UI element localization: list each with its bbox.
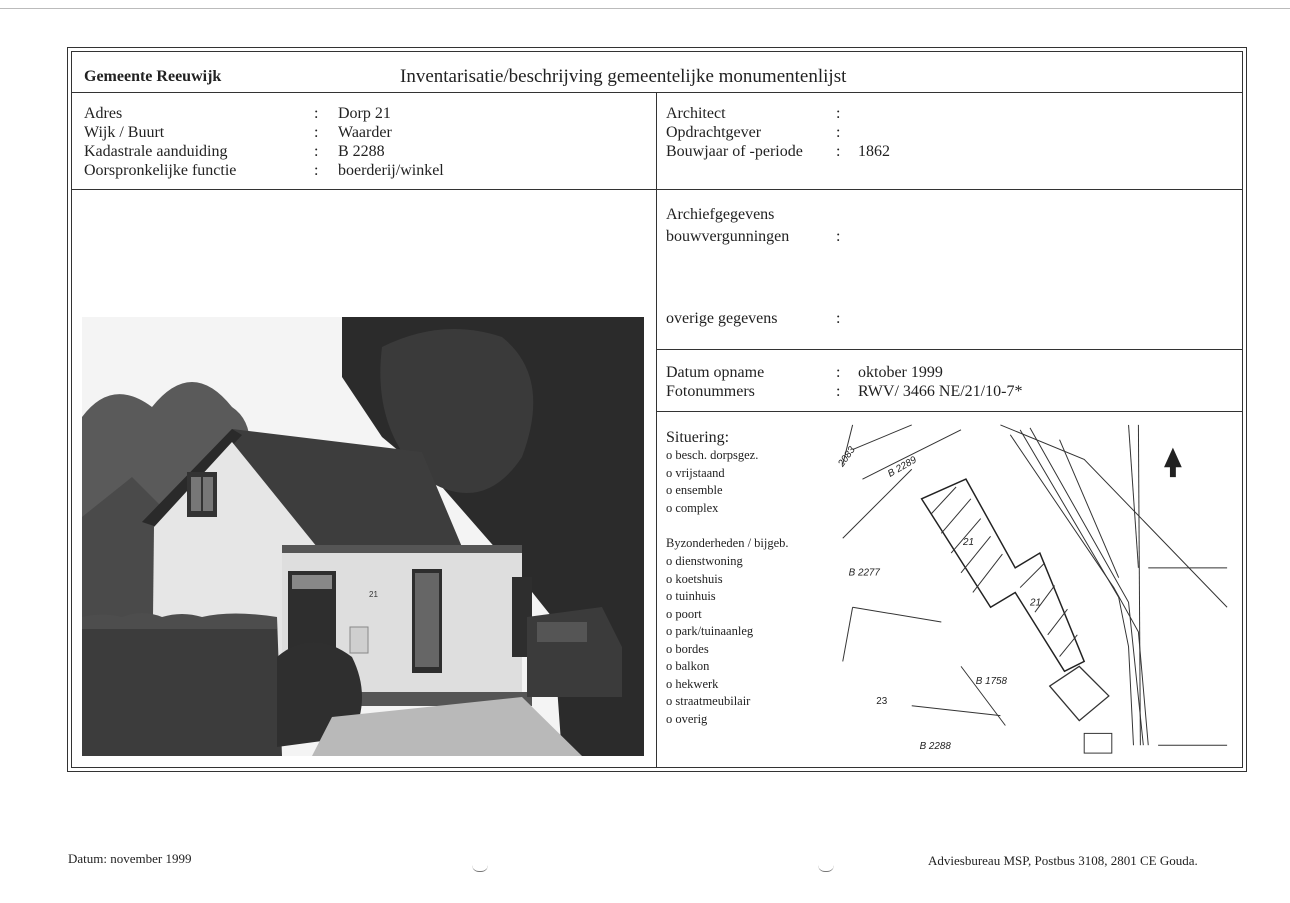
particular-option: o balkon <box>666 659 710 673</box>
architect-row <box>666 104 890 123</box>
field-value: boerderij/winkel <box>338 162 444 179</box>
field-value: 1862 <box>858 143 890 160</box>
field-label: Architect <box>666 105 726 122</box>
map-label-23: 23 <box>876 695 888 707</box>
archive-divider <box>656 349 1242 350</box>
field-colon: : <box>836 383 841 400</box>
page-top-rule <box>0 8 1290 9</box>
field-colon: : <box>314 105 319 122</box>
situation-option: o besch. dorpsgez. <box>666 448 759 462</box>
field-label: Adres <box>84 105 123 122</box>
scan-mark <box>472 865 488 872</box>
particular-option: o park/tuinaanleg <box>666 624 754 638</box>
map-label-b1758: B 1758 <box>975 676 1008 688</box>
field-label: Kadastrale aanduiding <box>84 143 228 160</box>
field-label: Opdrachtgever <box>666 124 762 141</box>
map-label-21b: 21 <box>1030 597 1041 609</box>
map-label-2083: 2083 <box>836 444 858 470</box>
particulars-heading: Byzonderheden / bijgeb. <box>666 536 789 550</box>
particular-option: o tuinhuis <box>666 589 716 603</box>
architect-block <box>666 104 890 161</box>
field-value: RWV/ 3466 NE/21/10-7* <box>858 383 1023 400</box>
survey-block <box>666 363 1022 401</box>
other-data-row <box>666 309 858 328</box>
situation-heading: Situering: <box>666 429 730 446</box>
build-year-row <box>666 142 890 161</box>
situation-option: o complex <box>666 500 719 515</box>
footer-date: Datum: november 1999 <box>68 851 192 866</box>
situation-list <box>666 447 758 517</box>
survey-divider <box>656 411 1242 412</box>
particular-option: o straatmeubilair <box>666 694 751 708</box>
field-label: Datum opname <box>666 364 765 381</box>
column-divider <box>656 92 657 767</box>
field-colon: : <box>836 228 841 245</box>
form-title: Inventarisatie/beschrijving gemeentelijke monumentenlijst <box>400 66 847 87</box>
address-block <box>84 104 444 180</box>
district-row <box>84 123 444 142</box>
map-label-b2289: B 2289 <box>886 454 919 480</box>
particular-option: o dienstwoning <box>666 554 743 568</box>
client-row <box>666 123 890 142</box>
field-colon: : <box>836 310 841 327</box>
particular-option: o hekwerk <box>666 676 719 691</box>
cadastral-row <box>84 142 444 161</box>
map-label-b2277: B 2277 <box>848 567 880 579</box>
field-label: overige gegevens <box>666 310 778 327</box>
municipality-label: Gemeente Reeuwijk <box>84 68 222 85</box>
original-function-row <box>84 161 444 180</box>
info-divider <box>72 189 1242 190</box>
situation-option: o ensemble <box>666 483 723 497</box>
house-photo <box>82 317 644 756</box>
scan-mark <box>818 865 834 872</box>
situation-option: o vrijstaand <box>666 465 725 480</box>
field-label: Bouwjaar of -periode <box>666 143 803 160</box>
field-colon: : <box>836 364 841 381</box>
particular-option: o bordes <box>666 641 709 656</box>
survey-date-row <box>666 363 1022 382</box>
situation-map <box>830 420 1230 760</box>
field-label: Oorspronkelijke functie <box>84 162 237 179</box>
particular-option: o koetshuis <box>666 571 723 586</box>
field-label: Fotonummers <box>666 383 755 400</box>
field-colon: : <box>314 162 319 179</box>
field-label: bouwvergunningen <box>666 228 790 245</box>
footer-firm: Adviesbureau MSP, Postbus 3108, 2801 CE Gouda. <box>928 853 1198 868</box>
field-colon: : <box>836 105 841 122</box>
field-value: Waarder <box>338 124 392 141</box>
particular-option: o overig <box>666 711 708 726</box>
field-colon: : <box>836 124 841 141</box>
field-colon: : <box>314 124 319 141</box>
map-label-21a: 21 <box>962 537 974 549</box>
map-label-b2288: B 2288 <box>919 741 951 753</box>
address-row <box>84 104 444 123</box>
particular-option: o poort <box>666 606 702 621</box>
field-value: Dorp 21 <box>338 105 391 122</box>
field-value: oktober 1999 <box>858 364 943 381</box>
header-divider <box>72 92 1242 93</box>
field-label: Wijk / Buurt <box>84 124 165 141</box>
field-colon: : <box>314 143 319 160</box>
field-colon: : <box>836 143 841 160</box>
photo-numbers-row <box>666 382 1022 401</box>
field-value: B 2288 <box>338 143 385 160</box>
particulars-list <box>666 553 753 728</box>
house-number-sign: 21 <box>369 590 378 599</box>
archive-heading: Archiefgegevens <box>666 206 775 223</box>
permits-row <box>666 227 858 246</box>
